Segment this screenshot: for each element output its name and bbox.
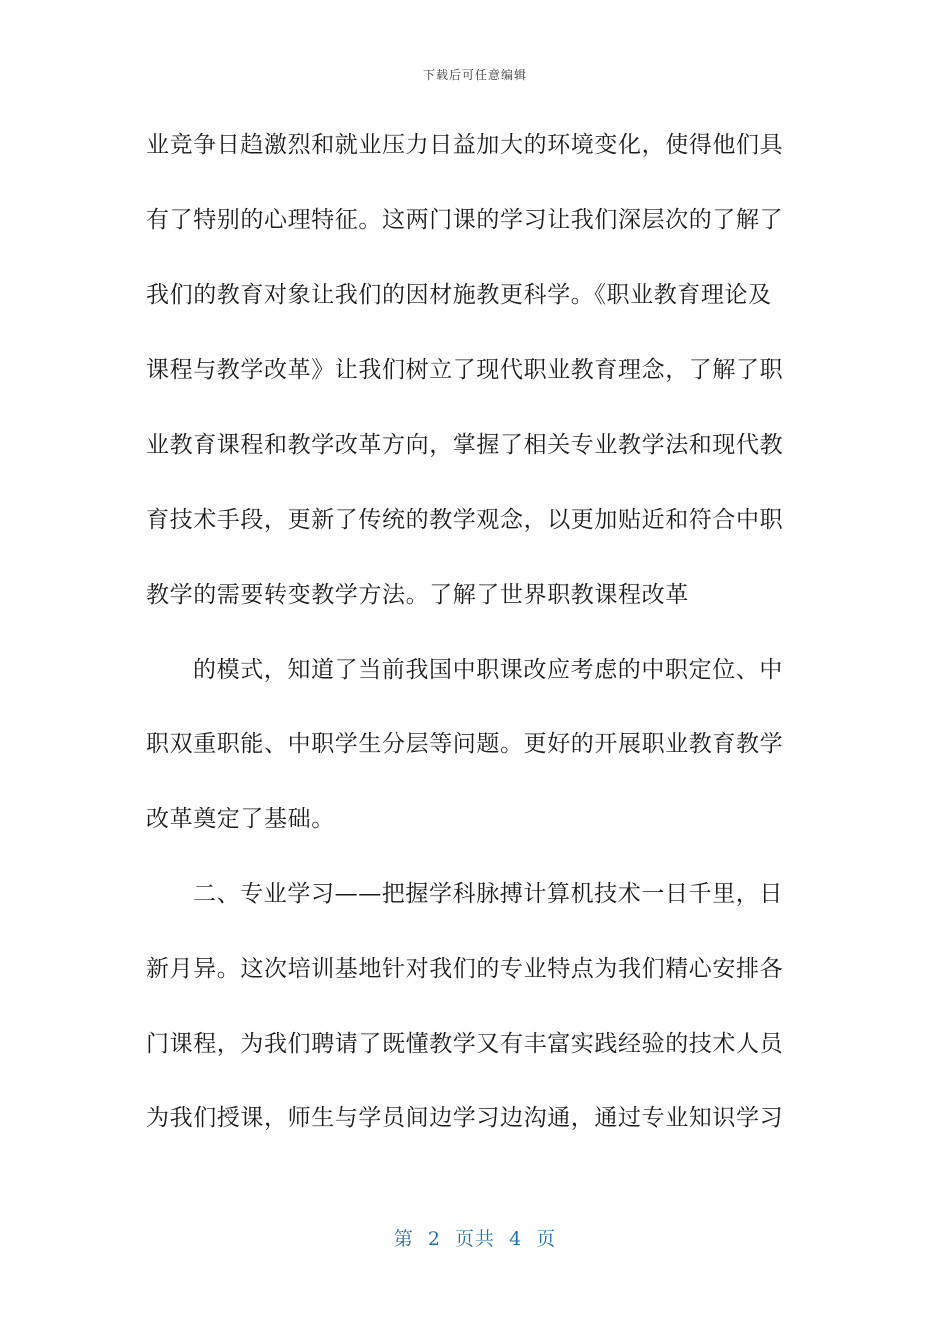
paragraph-start-line: 的模式，知道了当前我国中职课改应考虑的中职定位、中 bbox=[193, 657, 783, 683]
text-line: 课程与教学改革》让我们树立了现代职业教育理念，了解了职 bbox=[146, 357, 784, 383]
text-line: 业竞争日趋激烈和就业压力日益加大的环境变化，使得他们具 bbox=[146, 132, 784, 158]
text-line: 育技术手段，更新了传统的教学观念，以更加贴近和符合中职 bbox=[146, 507, 784, 533]
page-number-footer: 第 2 页共 4 页 bbox=[393, 1228, 557, 1250]
text-line: 业教育课程和教学改革方向，掌握了相关专业教学法和现代教 bbox=[146, 432, 784, 458]
section-heading-line: 二、专业学习——把握学科脉搏计算机技术一日千里，日 bbox=[193, 881, 783, 907]
text-line: 为我们授课，师生与学员间边学习边沟通，通过专业知识学习 bbox=[146, 1105, 784, 1131]
text-line: 有了特别的心理特征。这两门课的学习让我们深层次的了解了 bbox=[146, 207, 784, 233]
text-line: 门课程，为我们聘请了既懂教学又有丰富实践经验的技术人员 bbox=[146, 1031, 784, 1057]
text-line: 教学的需要转变教学方法。了解了世界职教课程改革 bbox=[146, 582, 689, 608]
text-line: 我们的教育对象让我们的因材施教更科学。《职业教育理论及 bbox=[146, 282, 772, 308]
text-line: 新月异。这次培训基地针对我们的专业特点为我们精心安排各 bbox=[146, 956, 784, 982]
page-header: 下载后可任意编辑 bbox=[422, 68, 527, 82]
text-line: 职双重职能、中职学生分层等问题。更好的开展职业教育教学 bbox=[146, 731, 784, 757]
text-line: 改革奠定了基础。 bbox=[146, 806, 335, 832]
